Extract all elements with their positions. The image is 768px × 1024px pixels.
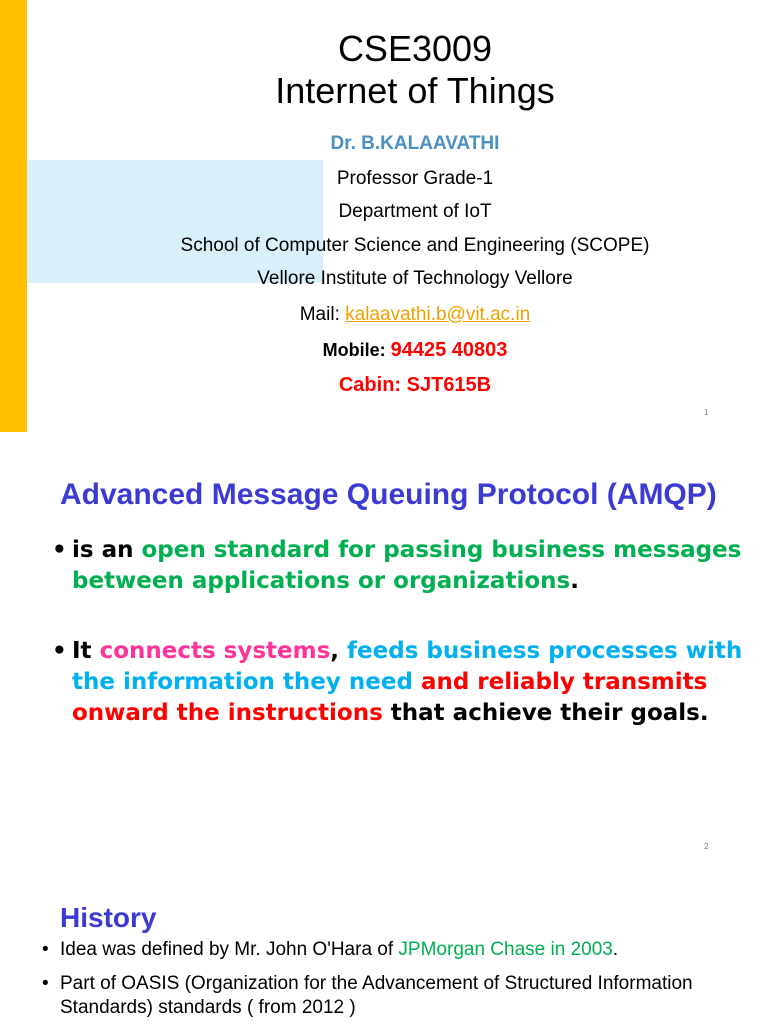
cabin: Cabin: SJT615B bbox=[338, 374, 492, 396]
slide-title: Advanced Message Queuing Protocol (AMQP) bbox=[60, 478, 717, 511]
bullet-icon: • bbox=[42, 973, 49, 994]
page-number: 1 bbox=[704, 408, 709, 417]
bullet-item: • It connects systems, feeds business processes with the information they need and reliably transmits onward the instructions that achieve their goals. bbox=[52, 638, 743, 726]
bullet-icon: • bbox=[52, 638, 67, 664]
course-code: CSE3009 bbox=[337, 28, 493, 69]
mail-link[interactable]: kalaavathi.b@vit.ac.in bbox=[345, 304, 531, 325]
mobile-number: 94425 40803 bbox=[390, 339, 508, 361]
bullet-item: • Idea was defined by Mr. John O'Hara of JPMorgan Chase in 2003. bbox=[42, 939, 619, 960]
department: Department of IoT bbox=[338, 201, 492, 222]
bullet-item: • Part of OASIS (Organization for the Advancement of Structured Information Standards) standards ( from 2012 ) bbox=[42, 973, 693, 1018]
designation: Professor Grade-1 bbox=[336, 168, 494, 189]
slide-title: History bbox=[60, 902, 157, 933]
institute: Vellore Institute of Technology Vellore bbox=[257, 268, 573, 289]
author-name: Dr. B.KALAAVATHI bbox=[330, 133, 500, 154]
mobile-label: Mobile: bbox=[322, 340, 391, 360]
bullet-item: • is an open standard for passing business messages between applications or organizations. bbox=[52, 537, 742, 594]
page-number: 2 bbox=[704, 842, 709, 851]
bullet-icon: • bbox=[52, 537, 67, 563]
school: School of Computer Science and Engineering (SCOPE) bbox=[180, 235, 650, 256]
course-title: Internet of Things bbox=[275, 70, 555, 111]
bullet-icon: • bbox=[42, 939, 49, 960]
mail-label: Mail: bbox=[299, 304, 346, 325]
mobile-line bbox=[0, 339, 768, 362]
mail-line bbox=[0, 304, 768, 326]
